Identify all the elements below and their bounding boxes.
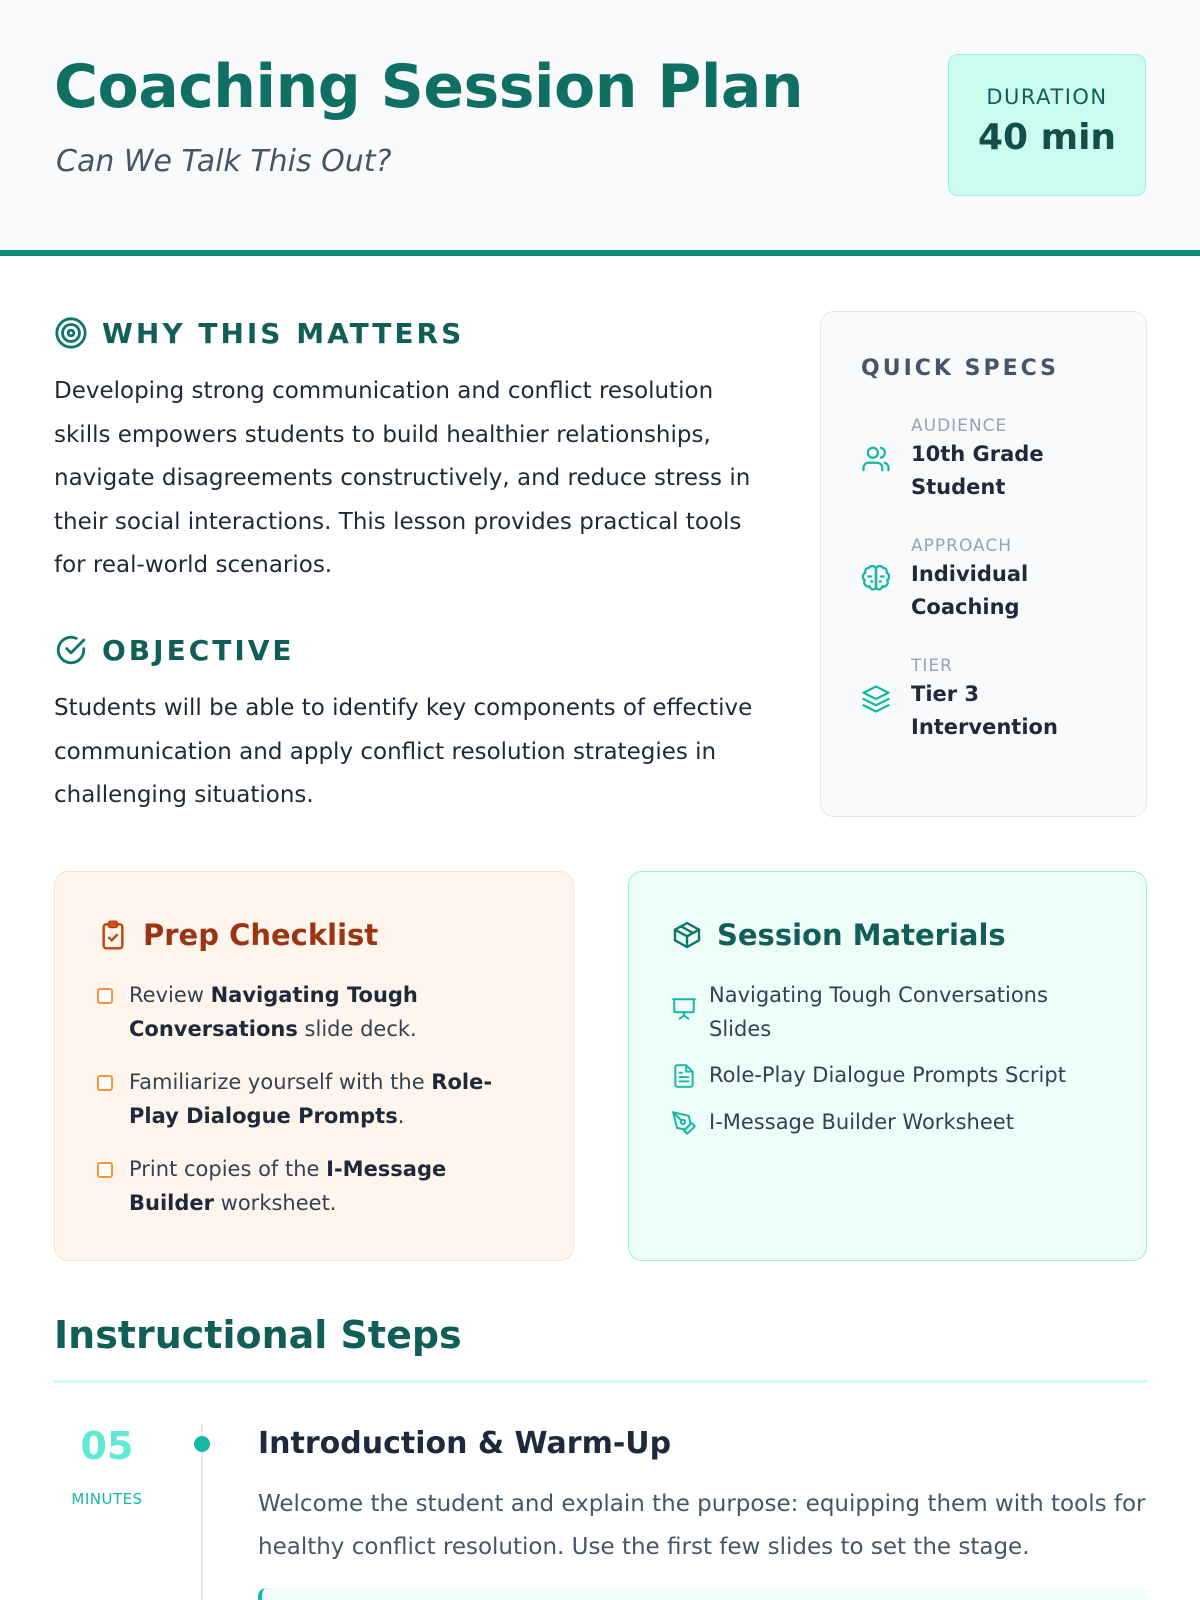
spec-label: AUDIENCE — [911, 416, 1008, 436]
checkbox[interactable] — [97, 1162, 113, 1178]
step-minutes: 05 — [80, 1424, 134, 1468]
spec-label: TIER — [911, 656, 953, 676]
spec-value: Individual Coaching — [911, 562, 1029, 619]
checkbox[interactable] — [97, 1075, 113, 1091]
timeline-dot — [194, 1436, 210, 1452]
brain-icon — [861, 564, 891, 594]
checklist-item-text: Print copies of the I-Message Builder worksheet. — [129, 1157, 447, 1215]
material-item-text: I-Message Builder Worksheet — [709, 1110, 1014, 1134]
step-minutes-label: MINUTES — [71, 1490, 143, 1508]
users-icon — [861, 444, 891, 474]
page-header — [0, 0, 1200, 256]
session-materials-title: Session Materials — [717, 918, 1006, 952]
why-heading — [54, 316, 464, 350]
checklist-item-text: Familiarize yourself with the Role-Play Dialogue Prompts. — [129, 1070, 493, 1128]
instructional-steps-title: Instructional Steps — [54, 1313, 462, 1357]
spec-label: APPROACH — [911, 536, 1013, 556]
package-icon — [671, 919, 703, 951]
document-icon — [671, 1063, 697, 1089]
checkbox[interactable] — [97, 988, 113, 1004]
prep-checklist-card — [54, 871, 574, 1261]
material-item-text: Role-Play Dialogue Prompts Script — [709, 1063, 1066, 1087]
clipboard-check-icon — [97, 919, 129, 951]
check-circle-icon — [54, 633, 88, 667]
step-title: Introduction & Warm-Up — [258, 1426, 672, 1461]
quick-specs-panel — [820, 311, 1147, 817]
prep-checklist-title: Prep Checklist — [143, 918, 379, 952]
target-icon — [54, 316, 88, 350]
duration-value: 40 min — [977, 117, 1117, 158]
objective-heading-text: OBJECTIVE — [102, 633, 295, 667]
spec-value: 10th Grade Student — [911, 442, 1044, 499]
page-title: Coaching Session Plan — [54, 52, 804, 122]
session-materials-heading — [671, 918, 1006, 952]
why-heading-text: WHY THIS MATTERS — [102, 316, 465, 350]
session-materials-card — [628, 871, 1147, 1261]
material-item-text: Navigating Tough Conversations Slides — [709, 983, 1048, 1041]
spec-value: Tier 3 Intervention — [911, 682, 1058, 739]
quick-specs-title: QUICK SPECS — [861, 356, 1059, 381]
page-subtitle: Can We Talk This Out? — [56, 144, 392, 179]
checklist-item-text: Review Navigating Tough Conversations slide deck. — [129, 983, 418, 1041]
layers-icon — [861, 684, 891, 714]
presentation-icon — [671, 996, 697, 1022]
prep-checklist-heading — [97, 918, 378, 952]
duration-badge — [948, 54, 1146, 196]
step-body: Welcome the student and explain the purpose: equipping them with tools for healthy conflict resolution. Use the first few slides to set the stage. — [258, 1491, 1146, 1560]
objective-heading — [54, 633, 295, 667]
section-divider — [54, 1380, 1147, 1383]
duration-label: DURATION — [986, 85, 1108, 109]
step-callout — [258, 1588, 1147, 1600]
why-text: Developing strong communication and conflict resolution skills empowers students to build healthier relationships, navigate disagreements constructively, and reduce stress in their social interactions. This lesson provides practical tools for real-world scenarios. — [54, 378, 751, 578]
pen-tool-icon — [671, 1110, 697, 1136]
objective-text: Students will be able to identify key components of effective communication and apply conflict resolution strategies in challenging situations. — [54, 695, 753, 808]
